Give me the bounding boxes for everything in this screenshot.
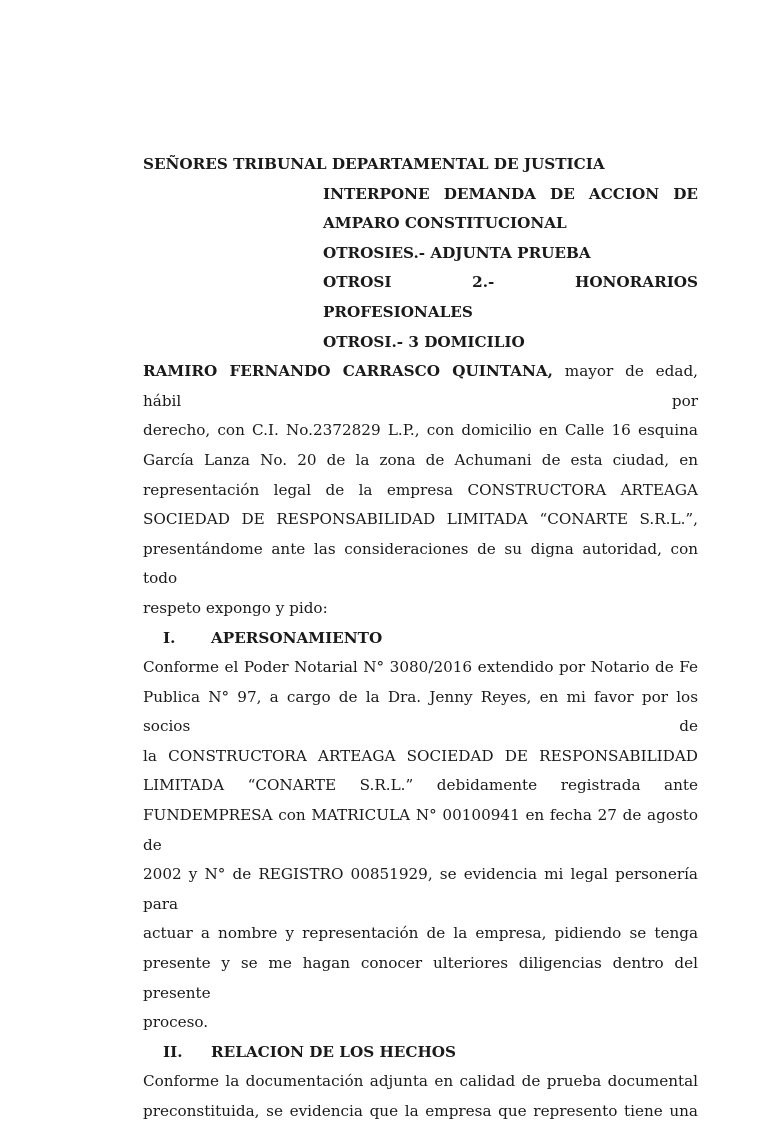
paragraph-line: actuar a nombre y representación de la empresa, pidiendo se tenga [143, 924, 698, 943]
section-paragraph [143, 1067, 698, 1126]
paragraph-line: respeto expongo y pido: [143, 598, 328, 617]
sumilla-line: OTROSI.- 3 DOMICILIO [323, 332, 525, 351]
paragraph-line: presente y se me hagan conocer ulteriores diligencias dentro del presente [143, 954, 698, 1002]
paragraph-line: SOCIEDAD DE RESPONSABILIDAD LIMITADA “CONARTE S.R.L.”, [143, 510, 698, 529]
paragraph-text: mayor de edad, hábil por [143, 362, 698, 410]
section-title: RELACION DE LOS HECHOS [211, 1042, 457, 1061]
sumilla-line: OTROSIES.- ADJUNTA PRUEBA [323, 243, 591, 262]
paragraph-line: proceso. [143, 1013, 209, 1032]
addressee-heading: SEÑORES TRIBUNAL DEPARTAMENTAL DE JUSTICIA [143, 155, 605, 173]
paragraph-line: García Lanza No. 20 de la zona de Achumani de esta ciudad, en [143, 450, 698, 469]
sumilla-line: INTERPONE DEMANDA DE ACCION DE [323, 184, 698, 203]
paragraph-line: Conforme el Poder Notarial N° 3080/2016 extendido por Notario de Fe [143, 658, 698, 677]
paragraph-line: la CONSTRUCTORA ARTEAGA SOCIEDAD DE RESPONSABILIDAD [143, 746, 698, 765]
intro-paragraph [143, 357, 698, 623]
paragraph-line: presentándome ante las consideraciones de su digna autoridad, con todo [143, 539, 698, 588]
document-body [143, 150, 698, 1127]
paragraph-line: derecho, con C.I. No.2372829 L.P., con domicilio en Calle 16 esquina [143, 421, 698, 440]
section-paragraph [143, 653, 698, 1038]
section-number: I. [163, 628, 176, 647]
paragraph-line: Conforme la documentación adjunta en calidad de prueba documental [143, 1072, 698, 1091]
paragraph-line: LIMITADA “CONARTE S.R.L.” debidamente registrada ante [143, 776, 698, 795]
paragraph-line: FUNDEMPRESA con MATRICULA N° 00100941 en fecha 27 de agosto de [143, 806, 698, 854]
section-heading [143, 1038, 698, 1068]
paragraph-line: 2002 y N° de REGISTRO 00851929, se evidencia mi legal personería para [143, 865, 698, 913]
section-title: APERSONAMIENTO [211, 628, 383, 647]
sumilla-line: AMPARO CONSTITUCIONAL [323, 214, 567, 233]
petitioner-name: RAMIRO FERNANDO CARRASCO QUINTANA, [143, 362, 553, 381]
paragraph-line: Publica N° 97, a cargo de la Dra. Jenny Reyes, en mi favor por los socios de [143, 687, 698, 736]
paragraph-line [143, 357, 698, 416]
paragraph-line: representación legal de la empresa CONSTRUCTORA ARTEAGA [143, 480, 698, 499]
sumilla-line: OTROSI 2.- HONORARIOS PROFESIONALES [323, 273, 698, 321]
sumilla-block [323, 180, 698, 358]
section-number: II. [163, 1042, 183, 1061]
section-heading [143, 624, 698, 654]
paragraph-line: preconstituida, se evidencia que la empresa que represento tiene una [143, 1102, 698, 1120]
